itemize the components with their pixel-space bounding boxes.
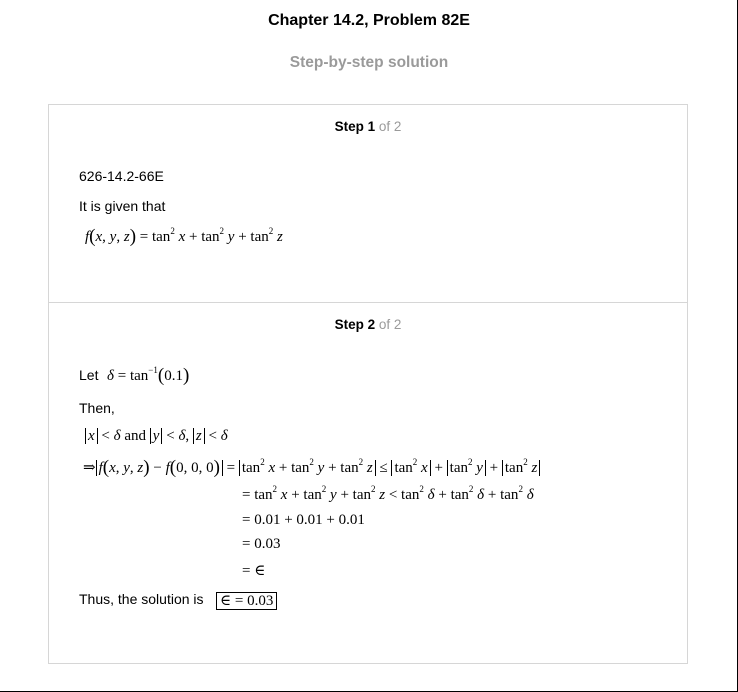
step-2-conclusion-text: Thus, the solution is	[79, 591, 204, 607]
step-divider	[49, 302, 687, 303]
derivation-line-3: = 0.01 + 0.01 + 0.01	[242, 512, 365, 528]
derivation-line-4: = 0.03	[242, 536, 281, 552]
step-2-let-text: Let	[79, 367, 99, 383]
final-answer-box: ∈ = 0.03	[216, 592, 277, 610]
step-1-equation: f(x, y, $z) = \tan^2 x + \tan^2 y + \tan^2 z$	[85, 226, 283, 247]
derivation-line-5: = ∈	[242, 563, 266, 579]
step-2-condition: x < δ and y < δ, z < δ	[85, 428, 228, 445]
step-1-given-text: It is given that	[79, 198, 166, 214]
step-1-count: of 2	[378, 119, 402, 134]
step-1-header	[49, 119, 687, 134]
step-1-label: Step 1	[334, 119, 376, 134]
page-title: Chapter 14.2, Problem 82E	[268, 12, 470, 29]
step-2-let-equation: $\delta = \tan^{-1}(0.1)$	[107, 365, 190, 386]
step-2-header	[49, 317, 687, 332]
step-2-label: Step 2	[334, 317, 376, 332]
step-2-count: of 2	[378, 317, 402, 332]
derivation-line-2: = $\tan^2 x + \tan^2 y + \tan^2 z < \tan^2 \delta + \tan^2 \delta + \tan^2 \delta$	[242, 484, 534, 503]
derivation-line-1: ⇒ f(x, y, z) − f(0, 0, $0) = \tan^2 x + \tan^2 y + \tan^2 z \le \tan^2 x + \tan^2 y + \tan^2 z$	[83, 456, 540, 478]
step-1-reference: 626-14.2-66E	[79, 168, 164, 184]
step-2-then-text: Then,	[79, 400, 115, 416]
final-answer	[216, 591, 277, 610]
solution-card	[48, 104, 688, 664]
page-subtitle: Step-by-step solution	[289, 54, 449, 71]
